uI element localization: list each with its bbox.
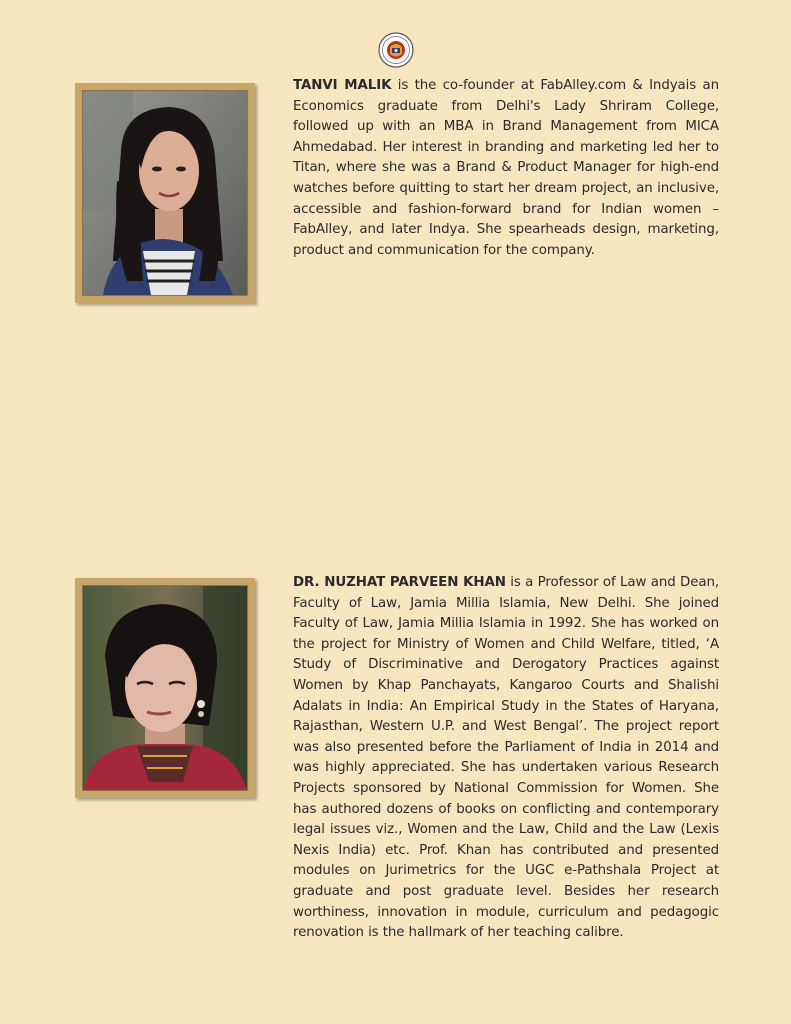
- profile-bio-text: is a Professor of Law and Dean, Faculty of Law, Jamia Millia Islamia, New Delhi. She joined Faculty of Law, Jamia Millia Islamia in 1992. She has worked on the project for Ministry of Women and Child Welfare, titled, ‘A Study of Discriminative and Derogatory Practices against Women by Khap Panchayats, Kangaroo Courts and Shalishi Adalats in India: An Empirical Study in the States of Haryana, Rajasthan, Western U.P. and West Bengal’. The project report was also presented before the Parliament of India in 2014 and was highly appreciated. She has undertaken various Research Projects sponsored by National Commission for Women. She has authored dozens of books on conflicting and contemporary legal issues viz., Women and the Law, Child and the Law (Lexis Nexis India) etc. Prof. Khan has contributed and presented modules on Jurimetrics for the UGC e-Pathshala Project at graduate and post graduate level. Besides her research worthiness, innovation in module, curriculum and pedagogic renovation is the hallmark of her teaching calibre.: [293, 575, 719, 941]
- profile-name: DR. NUZHAT PARVEEN KHAN: [293, 575, 506, 590]
- profile-photo-tanvi-malik: [75, 83, 255, 303]
- emblem-logo: [378, 32, 414, 68]
- profile-name: TANVI MALIK: [293, 78, 392, 93]
- profile-bio-text: is the co-founder at FabAlley.com & Indyais an Economics graduate from Delhi's Lady Shriram College, followed up with an MBA in Brand Management from MICA Ahmedabad. Her interest in branding and marketing led her to Titan, where she was a Brand & Product Manager for high-end watches before quitting to start her dream project, an inclusive, accessible and fashion-forward brand for Indian women – FabAlley, and later Indya. She spearheads design, marketing, product and communication for the company.: [293, 78, 719, 258]
- bio-nuzhat-parveen-khan: [293, 573, 719, 944]
- bio-tanvi-malik: [293, 76, 719, 261]
- portrait-woman-2: [83, 586, 247, 790]
- profile-photo-nuzhat-parveen-khan: [75, 578, 255, 798]
- portrait-woman-1: [83, 91, 247, 295]
